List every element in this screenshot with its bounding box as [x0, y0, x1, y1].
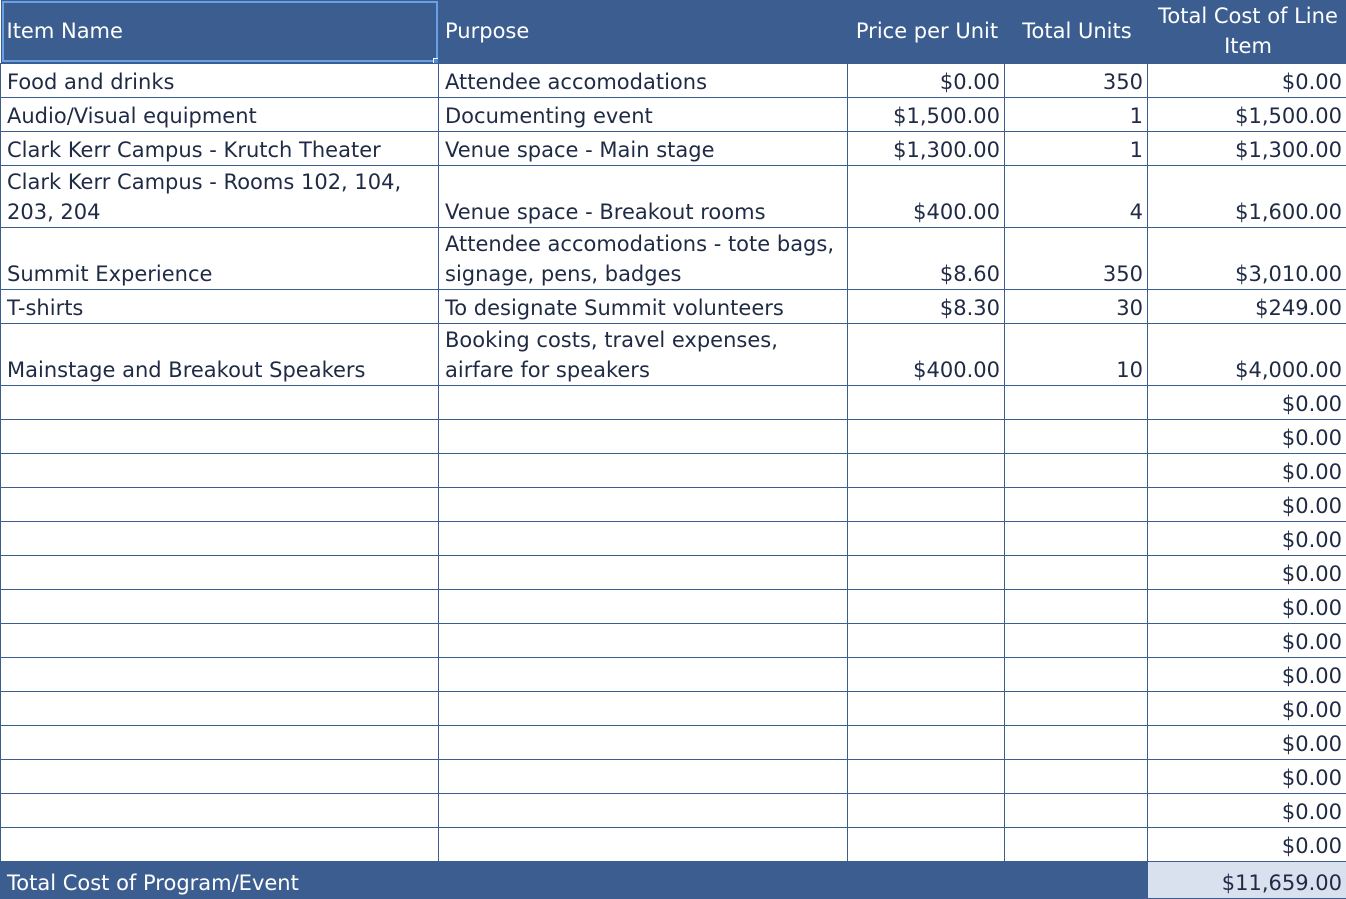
table-row [1, 165, 1346, 227]
cell-purpose[interactable] [439, 793, 848, 827]
cell-price[interactable] [848, 793, 1005, 827]
cell-price[interactable]: $400.00 [848, 323, 1005, 385]
cell-units[interactable] [1005, 385, 1148, 419]
cell-price[interactable]: $1,300.00 [848, 131, 1005, 165]
empty-rows [1, 385, 1346, 861]
table-row [1, 385, 1346, 419]
table-row [1, 555, 1346, 589]
cell-price[interactable] [848, 657, 1005, 691]
cell-units[interactable]: 10 [1005, 323, 1148, 385]
cell-purpose[interactable]: To designate Summit volunteers [439, 289, 848, 323]
table-row [1, 793, 1346, 827]
cell-purpose[interactable] [439, 725, 848, 759]
cell-purpose[interactable] [439, 691, 848, 725]
cell-units[interactable]: 4 [1005, 165, 1148, 227]
cell-total[interactable]: $4,000.00 [1148, 323, 1346, 385]
cell-units[interactable] [1005, 589, 1148, 623]
cell-item[interactable]: Mainstage and Breakout Speakers [1, 323, 439, 385]
cell-units[interactable] [1005, 453, 1148, 487]
cell-item[interactable] [1, 521, 439, 555]
cell-item[interactable] [1, 657, 439, 691]
table-row [1, 725, 1346, 759]
cell-units[interactable] [1005, 827, 1148, 861]
cell-purpose[interactable]: Attendee accomodations - tote bags, signage, pens, badges [439, 227, 848, 289]
cell-purpose[interactable] [439, 759, 848, 793]
cell-purpose[interactable] [439, 521, 848, 555]
cell-purpose[interactable] [439, 555, 848, 589]
cell-price[interactable]: $0.00 [848, 63, 1005, 97]
table-row [1, 227, 1346, 289]
cell-total[interactable]: $0.00 [1148, 759, 1346, 793]
header-price-per-unit[interactable]: Price per Unit [848, 0, 1005, 63]
cell-price[interactable] [848, 521, 1005, 555]
cell-purpose[interactable] [439, 623, 848, 657]
header-purpose[interactable]: Purpose [439, 0, 848, 63]
total-row [1, 861, 1346, 898]
table-row [1, 759, 1346, 793]
total-value[interactable]: $11,659.00 [1148, 861, 1346, 898]
cell-price[interactable] [848, 827, 1005, 861]
cell-units[interactable] [1005, 691, 1148, 725]
cell-total[interactable]: $0.00 [1148, 725, 1346, 759]
cell-units[interactable] [1005, 657, 1148, 691]
cell-price[interactable] [848, 589, 1005, 623]
cell-price[interactable] [848, 555, 1005, 589]
cell-item[interactable] [1, 419, 439, 453]
header-total-units[interactable]: Total Units [1005, 0, 1148, 63]
cell-item[interactable] [1, 793, 439, 827]
cell-total[interactable]: $0.00 [1148, 419, 1346, 453]
cell-total[interactable]: $0.00 [1148, 487, 1346, 521]
cell-purpose[interactable] [439, 827, 848, 861]
cell-price[interactable] [848, 419, 1005, 453]
cell-item[interactable] [1, 385, 439, 419]
header-total-cost-line-item[interactable]: Total Cost of Line Item [1148, 0, 1346, 63]
cell-total[interactable]: $0.00 [1148, 385, 1346, 419]
cell-item[interactable]: Clark Kerr Campus - Rooms 102, 104, 203, 204 [1, 165, 439, 227]
total-label: Total Cost of Program/Event [1, 861, 1148, 898]
cell-price[interactable] [848, 623, 1005, 657]
cell-purpose[interactable]: Venue space - Breakout rooms [439, 165, 848, 227]
cell-total[interactable]: $0.00 [1148, 657, 1346, 691]
table-row [1, 453, 1346, 487]
cell-units[interactable] [1005, 725, 1148, 759]
header-item-name-label: Item Name [7, 19, 123, 43]
cell-price[interactable]: $8.60 [848, 227, 1005, 289]
cell-total[interactable]: $0.00 [1148, 691, 1346, 725]
cell-units[interactable]: 30 [1005, 289, 1148, 323]
table-row [1, 323, 1346, 385]
cell-item[interactable] [1, 759, 439, 793]
table-row [1, 521, 1346, 555]
table-row [1, 691, 1346, 725]
cell-price[interactable]: $8.30 [848, 289, 1005, 323]
cell-price[interactable] [848, 487, 1005, 521]
cell-units[interactable] [1005, 521, 1148, 555]
table-row [1, 657, 1346, 691]
cell-purpose[interactable]: Attendee accomodations [439, 63, 848, 97]
table-row [1, 289, 1346, 323]
cell-total[interactable]: $1,500.00 [1148, 97, 1346, 131]
cell-item[interactable] [1, 555, 439, 589]
cell-units[interactable]: 350 [1005, 63, 1148, 97]
cell-units[interactable] [1005, 623, 1148, 657]
cell-price[interactable]: $400.00 [848, 165, 1005, 227]
cell-item[interactable]: Clark Kerr Campus - Krutch Theater [1, 131, 439, 165]
cell-units[interactable]: 350 [1005, 227, 1148, 289]
cell-item[interactable] [1, 725, 439, 759]
cell-units[interactable] [1005, 419, 1148, 453]
cell-total[interactable]: $1,600.00 [1148, 165, 1346, 227]
cell-price[interactable] [848, 385, 1005, 419]
table-row [1, 63, 1346, 97]
cell-purpose[interactable] [439, 487, 848, 521]
cell-purpose[interactable] [439, 385, 848, 419]
cell-purpose[interactable] [439, 589, 848, 623]
cell-item[interactable]: T-shirts [1, 289, 439, 323]
cell-units[interactable]: 1 [1005, 97, 1148, 131]
cell-units[interactable] [1005, 759, 1148, 793]
cell-units[interactable]: 1 [1005, 131, 1148, 165]
cell-item[interactable] [1, 487, 439, 521]
cell-purpose[interactable] [439, 453, 848, 487]
cell-total[interactable]: $3,010.00 [1148, 227, 1346, 289]
cell-item[interactable]: Summit Experience [1, 227, 439, 289]
cell-purpose[interactable]: Venue space - Main stage [439, 131, 848, 165]
cell-price[interactable] [848, 759, 1005, 793]
cell-purpose[interactable]: Booking costs, travel expenses, airfare for speakers [439, 323, 848, 385]
cell-price[interactable] [848, 725, 1005, 759]
table-row [1, 589, 1346, 623]
table-row [1, 827, 1346, 861]
cell-item[interactable] [1, 623, 439, 657]
cell-total[interactable]: $0.00 [1148, 623, 1346, 657]
table-row [1, 97, 1346, 131]
table-row [1, 419, 1346, 453]
cell-total[interactable]: $0.00 [1148, 793, 1346, 827]
cell-total[interactable]: $1,300.00 [1148, 131, 1346, 165]
cell-item[interactable] [1, 827, 439, 861]
cell-total[interactable]: $0.00 [1148, 521, 1346, 555]
table-row [1, 487, 1346, 521]
cell-price[interactable] [848, 453, 1005, 487]
cell-price[interactable]: $1,500.00 [848, 97, 1005, 131]
table-row [1, 623, 1346, 657]
cell-item[interactable]: Food and drinks [1, 63, 439, 97]
cell-total[interactable]: $0.00 [1148, 827, 1346, 861]
cell-total[interactable]: $0.00 [1148, 555, 1346, 589]
header-row [1, 0, 1346, 63]
cell-units[interactable] [1005, 793, 1148, 827]
cell-total[interactable]: $249.00 [1148, 289, 1346, 323]
cell-item[interactable]: Audio/Visual equipment [1, 97, 439, 131]
cell-price[interactable] [848, 691, 1005, 725]
cell-total[interactable]: $0.00 [1148, 63, 1346, 97]
cell-purpose[interactable] [439, 657, 848, 691]
cell-item[interactable] [1, 453, 439, 487]
table-row [1, 131, 1346, 165]
cell-item[interactable] [1, 589, 439, 623]
fill-handle[interactable] [433, 58, 439, 64]
cell-purpose[interactable] [439, 419, 848, 453]
cell-units[interactable] [1005, 487, 1148, 521]
cell-total[interactable]: $0.00 [1148, 453, 1346, 487]
cell-item[interactable] [1, 691, 439, 725]
header-item-name[interactable] [1, 0, 439, 63]
cell-purpose[interactable]: Documenting event [439, 97, 848, 131]
cell-total[interactable]: $0.00 [1148, 589, 1346, 623]
cell-units[interactable] [1005, 555, 1148, 589]
